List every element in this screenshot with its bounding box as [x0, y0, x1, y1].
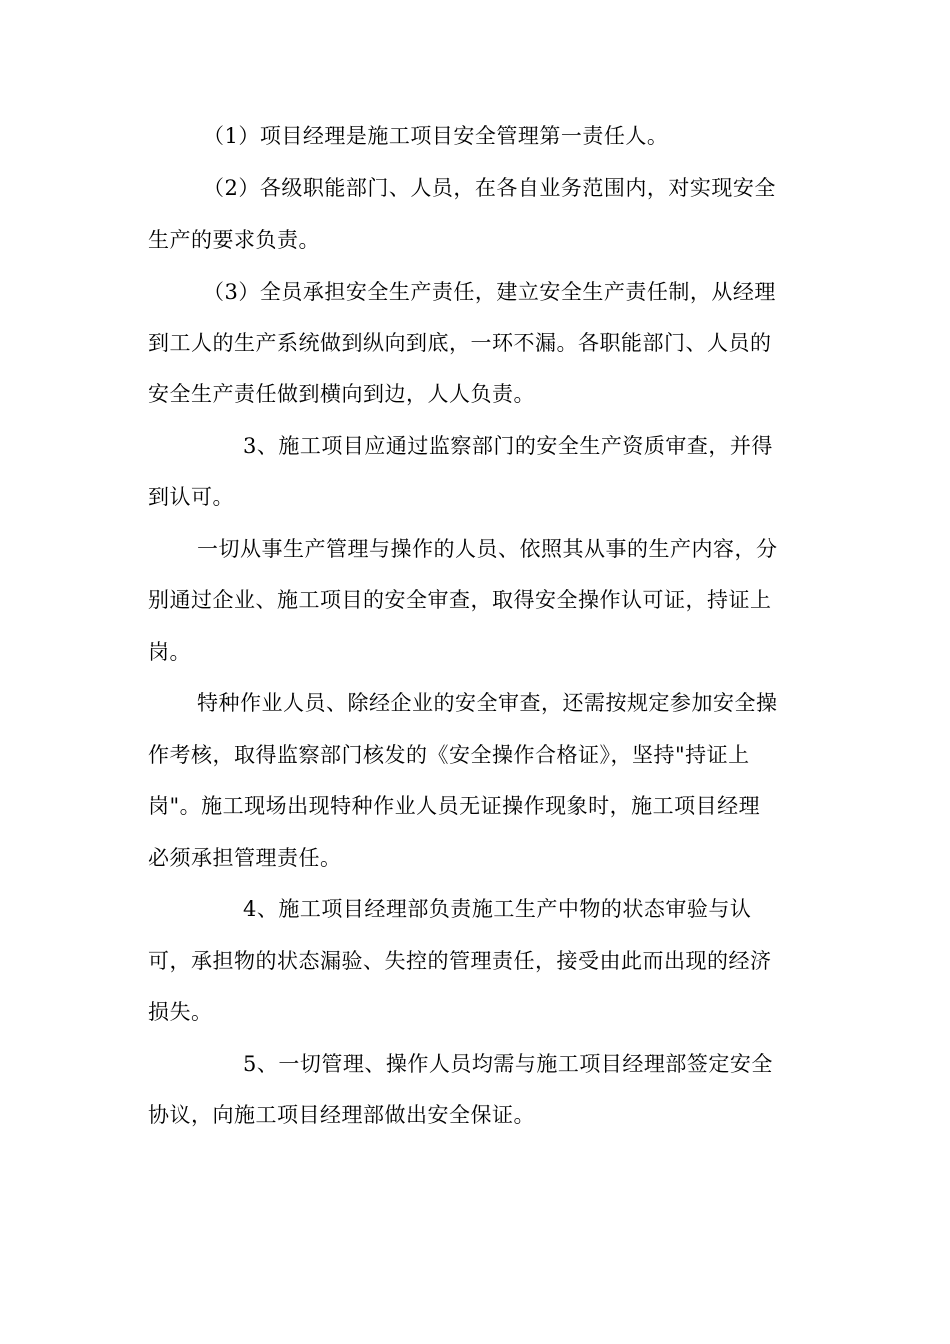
text-line-8: 到认可。 — [148, 485, 234, 509]
text-line-9: 一切从事生产管理与操作的人员、依照其从事的生产内容，分 — [197, 537, 778, 561]
text-line-6: 安全生产责任做到横向到边，人人负责。 — [148, 382, 535, 406]
text-line-11: 岗。 — [148, 640, 191, 664]
text-line-20: 协议，向施工项目经理部做出安全保证。 — [148, 1103, 535, 1127]
text-line-1: （1）项目经理是施工项目安全管理第一责任人。 — [203, 124, 669, 148]
text-line-15: 必须承担管理责任。 — [148, 846, 342, 870]
text-line-19: 5、一切管理、操作人员均需与施工项目经理部签定安全 — [243, 1052, 773, 1076]
text-line-17: 可，承担物的状态漏验、失控的管理责任，接受由此而出现的经济 — [148, 949, 772, 973]
text-line-16: 4、施工项目经理部负责施工生产中物的状态审验与认 — [243, 897, 752, 921]
text-line-18: 损失。 — [148, 1000, 213, 1024]
text-line-7: 3、施工项目应通过监察部门的安全生产资质审查，并得 — [243, 434, 773, 458]
text-line-5: 到工人的生产系统做到纵向到底，一环不漏。各职能部门、人员的 — [148, 331, 772, 355]
text-line-3: 生产的要求负责。 — [148, 228, 320, 252]
text-line-2: （2）各级职能部门、人员，在各自业务范围内，对实现安全 — [203, 176, 776, 200]
text-line-12: 特种作业人员、除经企业的安全审查，还需按规定参加安全操 — [197, 691, 778, 715]
text-line-10: 别通过企业、施工项目的安全审查，取得安全操作认可证，持证上 — [148, 588, 772, 612]
text-line-4: （3）全员承担安全生产责任，建立安全生产责任制，从经理 — [203, 280, 776, 304]
text-line-14: 岗"。施工现场出现特种作业人员无证操作现象时，施工项目经理 — [148, 794, 761, 818]
text-line-13: 作考核，取得监察部门核发的《安全操作合格证》，坚持"持证上 — [148, 743, 750, 767]
